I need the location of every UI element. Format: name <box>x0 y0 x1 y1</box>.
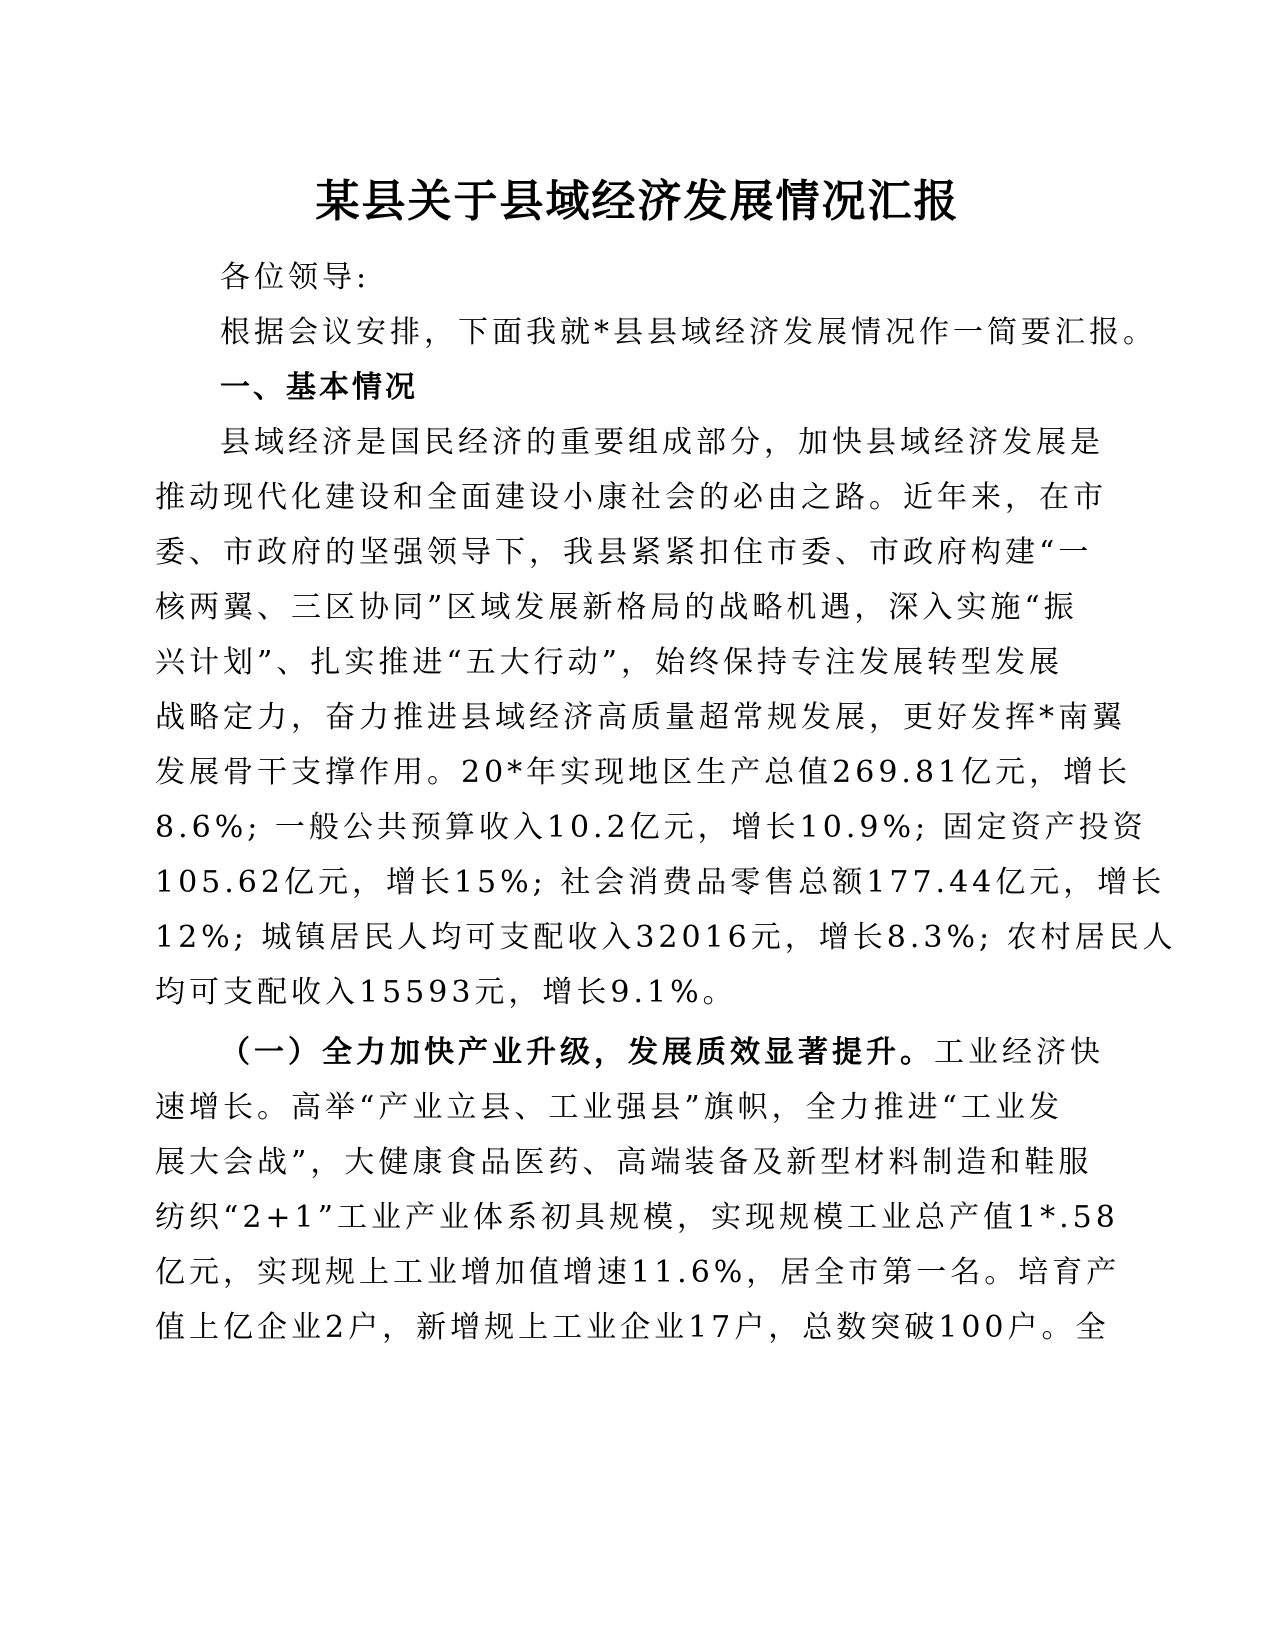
document-title: 某县关于县域经济发展情况汇报 <box>315 176 960 227</box>
paragraph-line: 值上亿企业2户，新增规上工业企业17户，总数突破100户。全 <box>155 1310 1110 1345</box>
paragraph-line: 均可支配收入15593元，增长9.1%。 <box>155 975 737 1010</box>
paragraph-line: 核两翼、三区协同”区域发展新格局的战略机遇，深入实施“振 <box>155 590 1078 625</box>
paragraph-line: 发展骨干支撑作用。20*年实现地区生产总值269.81亿元，增长 <box>155 755 1132 790</box>
paragraph-line: 推动现代化建设和全面建设小康社会的必由之路。近年来，在市 <box>155 480 1107 515</box>
paragraph-line: 105.62亿元，增长15%; 社会消费品零售总额177.44亿元，增长 <box>155 865 1166 900</box>
subsection-heading-industry-upgrade: （一）全力加快产业升级，发展质效显著提升。 <box>220 1035 934 1070</box>
paragraph-line: 战略定力，奋力推进县域经济高质量超常规发展，更好发挥*南翼 <box>155 700 1126 735</box>
subsection-first-line <box>220 1033 1104 1073</box>
intro-paragraph: 根据会议安排，下面我就*县县域经济发展情况作一简要汇报。 <box>220 315 1157 350</box>
paragraph-line: 亿元，实现规上工业增加值增速11.6%，居全市第一名。培育产 <box>155 1255 1121 1290</box>
section-heading-basic-situation: 一、基本情况 <box>220 370 418 405</box>
paragraph-line: 8.6%; 一般公共预算收入10.2亿元，增长10.9%; 固定资产投资 <box>155 810 1147 845</box>
subsection-line-rest: 工业经济快 <box>934 1035 1104 1070</box>
paragraph-line: 兴计划”、扎实推进“五大行动”，始终保持专注发展转型发展 <box>155 645 1064 680</box>
paragraph-line: 12%; 城镇居民人均可支配收入32016元，增长8.3%; 农村居民人 <box>155 920 1177 955</box>
paragraph-line: 展大会战”，大健康食品医药、高端装备及新型材料制造和鞋服 <box>155 1145 1093 1180</box>
paragraph-line: 委、市政府的坚强领导下，我县紧紧扣住市委、市政府构建“一 <box>155 535 1093 570</box>
paragraph-line: 县域经济是国民经济的重要组成部分，加快县域经济发展是 <box>220 425 1104 460</box>
salutation: 各位领导: <box>220 260 371 295</box>
paragraph-line: 纺织“2+1”工业产业体系初具规模，实现规模工业总产值1*.58 <box>155 1200 1119 1235</box>
paragraph-line: 速增长。高举“产业立县、工业强县”旗帜，全力推进“工业发 <box>155 1090 1064 1125</box>
